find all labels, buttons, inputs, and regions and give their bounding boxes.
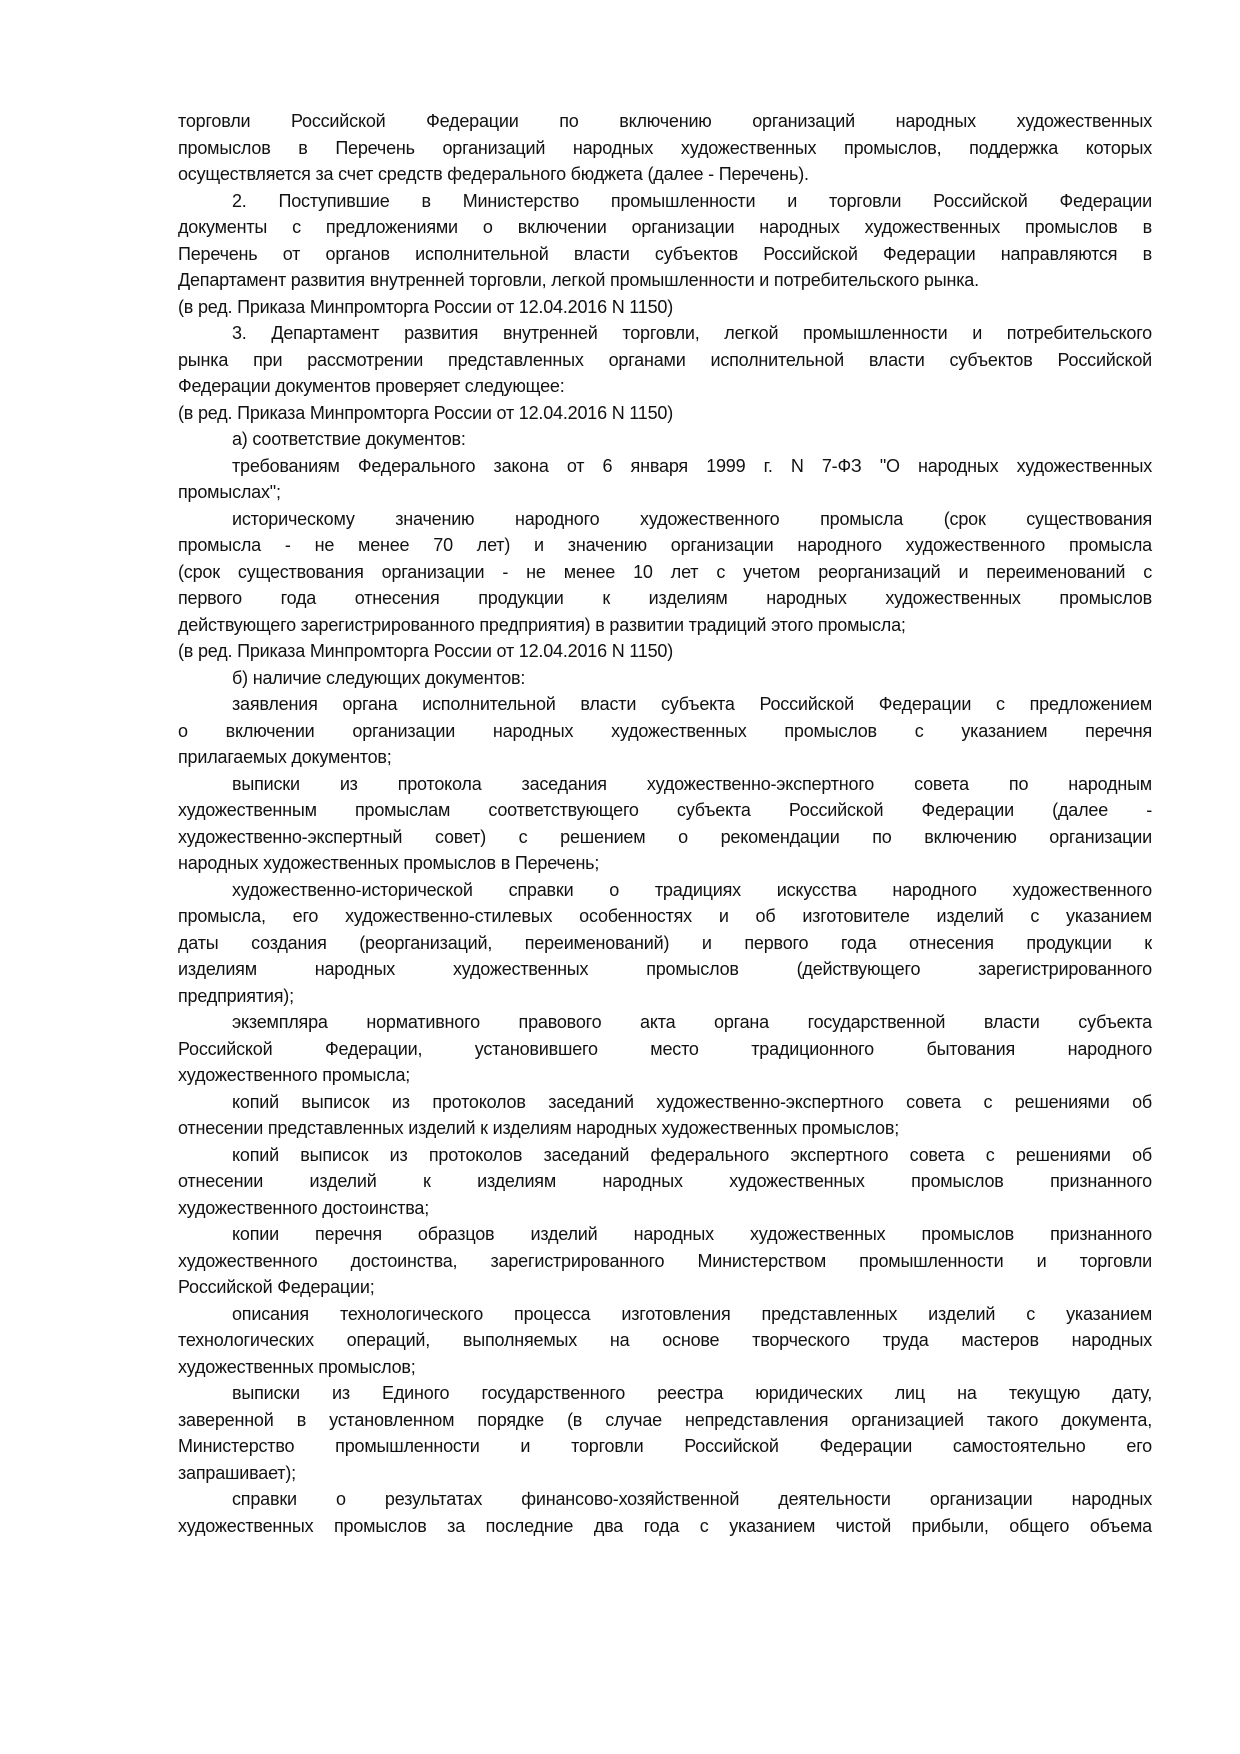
paragraph xyxy=(178,877,1152,1010)
text-line: (срок существования организации - не менее 10 лет с учетом реорганизаций и переименований с xyxy=(178,561,1152,582)
text-line: промыслов в Перечень организаций народных художественных промыслов, поддержка которых xyxy=(178,137,1152,158)
text-line: художественных промыслов за последние два года с указанием чистой прибыли, общего объема xyxy=(178,1515,1152,1536)
paragraph xyxy=(178,453,1152,506)
text-line: Департамент развития внутренней торговли, легкой промышленности и потребительского рынка. xyxy=(178,270,979,290)
text-line: документы с предложениями о включении организации народных художественных промыслов в xyxy=(178,217,1152,237)
text-line: торговли Российской Федерации по включению организаций народных художественных xyxy=(178,111,1152,131)
paragraph xyxy=(178,1486,1152,1539)
text-line: промысла, его художественно-стилевых особенностях и об изготовителе изделий с указанием xyxy=(178,906,1152,926)
paragraph xyxy=(178,294,1152,321)
text-line: Перечень от органов исполнительной власти субъектов Российской Федерации направляются в xyxy=(178,243,1152,264)
paragraph xyxy=(178,1142,1152,1222)
text-line: (в ред. Приказа Минпромторга России от 12.04.2016 N 1150) xyxy=(178,641,673,661)
text-line: историческому значению народного художественного промысла (срок существования xyxy=(232,508,1152,529)
paragraph xyxy=(178,506,1152,639)
document-page xyxy=(178,108,1152,1539)
paragraph xyxy=(178,665,1152,692)
paragraph xyxy=(178,108,1152,188)
text-line: художественного достоинства, зарегистрированного Министерством промышленности и торговли xyxy=(178,1250,1152,1271)
text-line: выписки из протокола заседания художественно-экспертного совета по народным xyxy=(232,773,1152,794)
text-line: осуществляется за счет средств федерального бюджета (далее - Перечень). xyxy=(178,164,809,184)
text-line: промысла - не менее 70 лет) и значению организации народного художественного промысла xyxy=(178,535,1152,555)
text-line: промыслах"; xyxy=(178,482,281,502)
text-line: (в ред. Приказа Минпромторга России от 12.04.2016 N 1150) xyxy=(178,402,673,423)
text-line: заверенной в установленном порядке (в случае непредставления организацией такого документа, xyxy=(178,1409,1152,1430)
text-line: художественным промыслам соответствующего субъекта Российской Федерации (далее - xyxy=(178,800,1152,820)
text-line: требованиям Федерального закона от 6 января 1999 г. N 7-ФЗ "О народных художественных xyxy=(232,455,1152,476)
text-line: рынка при рассмотрении представленных органами исполнительной власти субъектов Российской xyxy=(178,349,1152,370)
paragraph xyxy=(178,1009,1152,1089)
text-line: о включении организации народных художественных промыслов с указанием перечня xyxy=(178,720,1152,741)
text-line: художественно-экспертный совет) с решением о рекомендации по включению организации xyxy=(178,826,1152,847)
text-line: изделиям народных художественных промыслов (действующего зарегистрированного xyxy=(178,959,1152,979)
text-line: прилагаемых документов; xyxy=(178,747,392,767)
text-line: б) наличие следующих документов: xyxy=(232,667,526,688)
text-line: копий выписок из протоколов заседаний федерального экспертного совета с решениями об xyxy=(232,1144,1152,1165)
text-line: (в ред. Приказа Минпромторга России от 12.04.2016 N 1150) xyxy=(178,296,673,317)
paragraph xyxy=(178,426,1152,453)
text-line: художественного промысла; xyxy=(178,1065,411,1085)
paragraph xyxy=(178,400,1152,427)
text-line: копии перечня образцов изделий народных художественных промыслов признанного xyxy=(232,1224,1152,1244)
paragraph xyxy=(178,320,1152,400)
paragraph xyxy=(178,638,1152,665)
text-line: Российской Федерации; xyxy=(178,1277,375,1297)
text-line: справки о результатах финансово-хозяйственной деятельности организации народных xyxy=(232,1489,1152,1509)
text-line: художественных промыслов; xyxy=(178,1356,416,1377)
text-line: предприятия); xyxy=(178,985,294,1006)
text-line: народных художественных промыслов в Перечень; xyxy=(178,853,600,873)
text-line: отнесении представленных изделий к изделиям народных художественных промыслов; xyxy=(178,1118,900,1138)
paragraph xyxy=(178,691,1152,771)
text-line: выписки из Единого государственного реестра юридических лиц на текущую дату, xyxy=(232,1383,1152,1403)
text-line: художественно-исторической справки о традициях искусства народного художественного xyxy=(232,879,1152,900)
text-line: заявления органа исполнительной власти субъекта Российской Федерации с предложением xyxy=(232,694,1152,714)
text-line: действующего зарегистрированного предприятия) в развитии традиций этого промысла; xyxy=(178,614,906,635)
text-line: отнесении изделий к изделиям народных художественных промыслов признанного xyxy=(178,1171,1152,1191)
paragraph xyxy=(178,1301,1152,1381)
text-line: копий выписок из протоколов заседаний художественно-экспертного совета с решениями об xyxy=(232,1091,1152,1112)
text-line: Министерство промышленности и торговли Российской Федерации самостоятельно его xyxy=(178,1436,1152,1456)
paragraph xyxy=(178,771,1152,877)
paragraph xyxy=(178,1380,1152,1486)
text-line: Федерации документов проверяет следующее: xyxy=(178,376,565,396)
text-line: художественного достоинства; xyxy=(178,1197,430,1218)
paragraph xyxy=(178,1221,1152,1301)
text-line: а) соответствие документов: xyxy=(232,429,466,449)
text-line: запрашивает); xyxy=(178,1462,296,1483)
text-line: Российской Федерации, установившего место традиционного бытования народного xyxy=(178,1038,1152,1059)
text-line: 3. Департамент развития внутренней торговли, легкой промышленности и потребительского xyxy=(232,323,1152,343)
text-line: экземпляра нормативного правового акта органа государственной власти субъекта xyxy=(232,1012,1152,1032)
text-line: первого года отнесения продукции к изделиям народных художественных промыслов xyxy=(178,588,1152,608)
paragraph xyxy=(178,1089,1152,1142)
text-line: даты создания (реорганизаций, переименований) и первого года отнесения продукции к xyxy=(178,932,1152,953)
text-line: описания технологического процесса изготовления представленных изделий с указанием xyxy=(232,1303,1152,1324)
paragraph xyxy=(178,188,1152,294)
text-line: 2. Поступившие в Министерство промышленности и торговли Российской Федерации xyxy=(232,190,1152,211)
text-line: технологических операций, выполняемых на основе творческого труда мастеров народных xyxy=(178,1330,1152,1350)
